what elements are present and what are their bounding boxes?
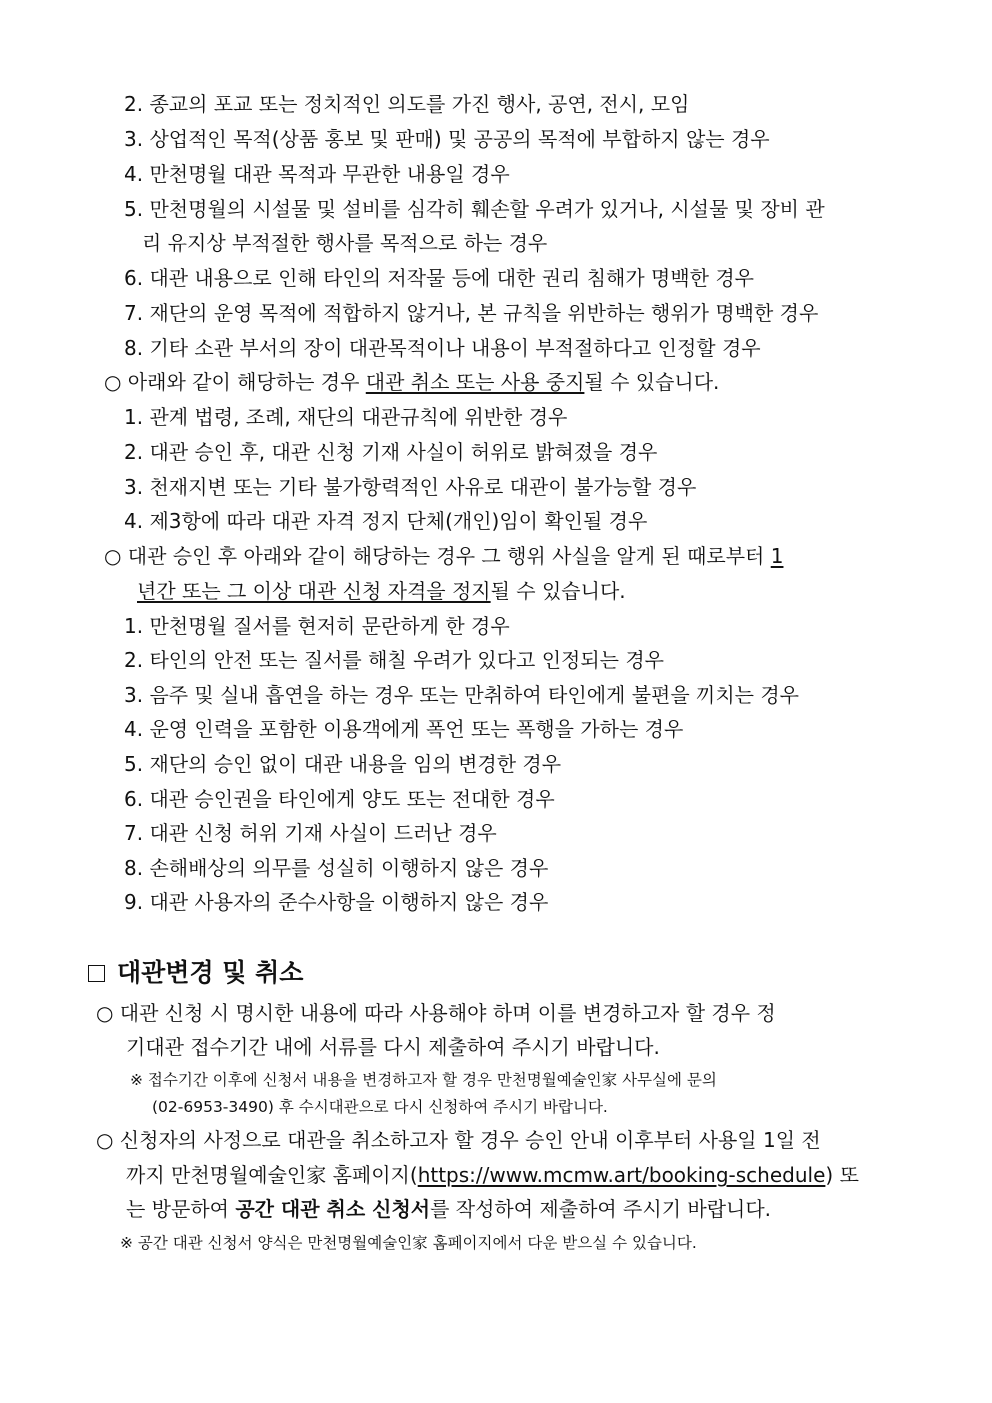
bullet-paragraph-continuation xyxy=(126,1197,771,1221)
bullet-paragraph-continuation: 기대관 접수기간 내에 서류를 다시 제출하여 주시기 바랍니다. xyxy=(126,1035,660,1059)
list-item: 5. 만천명월의 시설물 및 설비를 심각히 훼손할 우려가 있거나, 시설물 및 장비 관 xyxy=(124,197,825,221)
list-item: 1. 관계 법령, 조례, 재단의 대관규칙에 위반한 경우 xyxy=(124,405,568,429)
list-item: 8. 손해배상의 의무를 성실히 이행하지 않은 경우 xyxy=(124,856,549,880)
list-item: 2. 종교의 포교 또는 정치적인 의도를 가진 행사, 공연, 전시, 모임 xyxy=(124,92,690,116)
list-item: 6. 대관 내용으로 인해 타인의 저작물 등에 대한 권리 침해가 명백한 경우 xyxy=(124,266,754,290)
list-item: 4. 만천명월 대관 목적과 무관한 내용일 경우 xyxy=(124,162,510,186)
list-item: 2. 타인의 안전 또는 질서를 해칠 우려가 있다고 인정되는 경우 xyxy=(124,648,664,672)
list-item: 4. 운영 인력을 포함한 이용객에게 폭언 또는 폭행을 가하는 경우 xyxy=(124,717,684,741)
bullet-paragraph xyxy=(104,544,783,568)
bullet-paragraph-continuation xyxy=(137,579,626,603)
underlined-text: 대관 취소 또는 사용 중지 xyxy=(365,370,585,394)
section-heading xyxy=(88,958,303,988)
list-item: 1. 만천명월 질서를 현저히 문란하게 한 경우 xyxy=(124,614,510,638)
note-text: ※ 접수기간 이후에 신청서 내용을 변경하고자 할 경우 만천명월예술인家 사무실에 문의 xyxy=(130,1071,717,1089)
bold-text: 공간 대관 취소 신청서 xyxy=(235,1197,431,1221)
list-item: 7. 대관 신청 허위 기재 사실이 드러난 경우 xyxy=(124,821,497,845)
section-title: 대관변경 및 취소 xyxy=(117,958,304,987)
bullet-paragraph: ○ 대관 신청 시 명시한 내용에 따라 사용해야 하며 이를 변경하고자 할 경우 정 xyxy=(96,1001,776,1025)
list-item: 3. 음주 및 실내 흡연을 하는 경우 또는 만취하여 타인에게 불편을 끼치는 경우 xyxy=(124,683,799,707)
checkbox-square-icon xyxy=(88,965,105,982)
list-item: 7. 재단의 운영 목적에 적합하지 않거나, 본 규칙을 위반하는 행위가 명백한 경우 xyxy=(124,301,819,325)
list-item: 5. 재단의 승인 없이 대관 내용을 임의 변경한 경우 xyxy=(124,752,562,776)
note-text: (02-6953-3490) 후 수시대관으로 다시 신청하여 주시기 바랍니다. xyxy=(152,1098,608,1116)
bullet-paragraph xyxy=(104,370,719,394)
paragraph-text: ) 또 xyxy=(825,1163,859,1187)
list-item: 9. 대관 사용자의 준수사항을 이행하지 않은 경우 xyxy=(124,890,549,914)
list-item: 8. 기타 소관 부서의 장이 대관목적이나 내용이 부적절하다고 인정할 경우 xyxy=(124,336,761,360)
bullet-text: ○ 대관 승인 후 아래와 같이 해당하는 경우 그 행위 사실을 알게 된 때로부터 xyxy=(104,544,771,568)
list-item: 2. 대관 승인 후, 대관 신청 기재 사실이 허위로 밝혀졌을 경우 xyxy=(124,440,658,464)
list-item: 3. 천재지변 또는 기타 불가항력적인 사유로 대관이 불가능할 경우 xyxy=(124,475,697,499)
bullet-paragraph: ○ 신청자의 사정으로 대관을 취소하고자 할 경우 승인 안내 이후부터 사용일 1일 전 xyxy=(96,1128,821,1152)
paragraph-text: 까지 만천명월예술인家 홈페이지( xyxy=(126,1163,418,1187)
underlined-text: 1 xyxy=(770,544,784,568)
bullet-text: 될 수 있습니다. xyxy=(490,579,626,603)
list-item: 6. 대관 승인권을 타인에게 양도 또는 전대한 경우 xyxy=(124,787,555,811)
list-item: 3. 상업적인 목적(상품 홍보 및 판매) 및 공공의 목적에 부합하지 않는 경우 xyxy=(124,127,770,151)
bullet-text: ○ 아래와 같이 해당하는 경우 xyxy=(104,370,366,394)
note-text: ※ 공간 대관 신청서 양식은 만천명월예술인家 홈페이지에서 다운 받으실 수 있습니다. xyxy=(120,1234,697,1252)
bullet-text: 될 수 있습니다. xyxy=(584,370,720,394)
list-item: 4. 제3항에 따라 대관 자격 정지 단체(개인)임이 확인될 경우 xyxy=(124,509,648,533)
paragraph-text: 를 작성하여 제출하여 주시기 바랍니다. xyxy=(430,1197,772,1221)
bullet-paragraph-continuation xyxy=(126,1163,859,1187)
homepage-link[interactable]: https://www.mcmw.art/booking-schedule xyxy=(417,1163,826,1187)
list-item-continuation: 리 유지상 부적절한 행사를 목적으로 하는 경우 xyxy=(142,231,548,255)
underlined-text: 년간 또는 그 이상 대관 신청 자격을 정지 xyxy=(137,579,491,603)
paragraph-text: 는 방문하여 xyxy=(126,1197,236,1221)
